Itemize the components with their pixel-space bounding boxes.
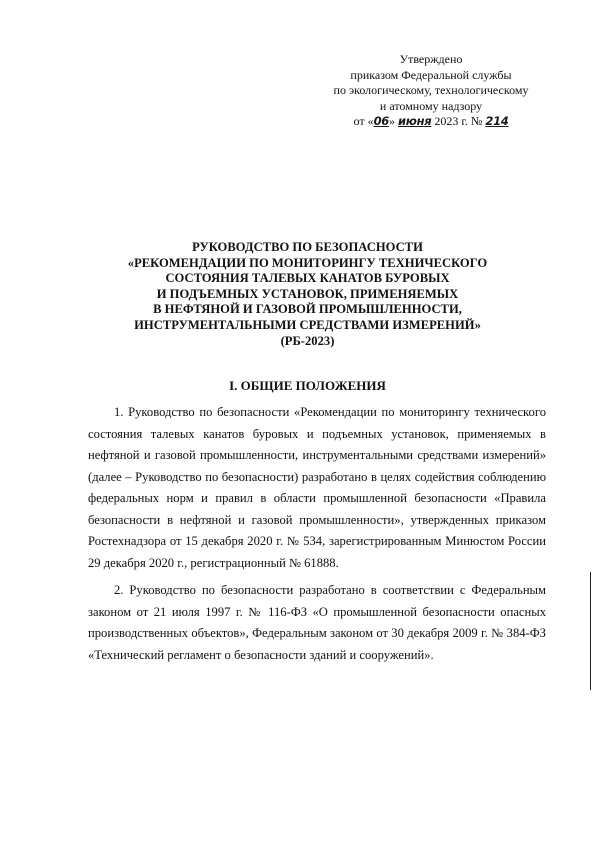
approval-date-day: 06 <box>373 114 389 128</box>
paragraph-2: 2. Руководство по безопасности разработано в соответствии с Федеральным законом от 21 июля 1997 г. № 116-ФЗ «О промышленной безопасности опасных производственных объектов», Федеральным законом от 30 декабря 2009 г. № 384-ФЗ «Технический регламент о безопасности зданий и сооружений». <box>88 583 546 662</box>
approval-stamp <box>306 52 556 130</box>
approval-line-3: по экологическому, технологическому <box>333 83 529 97</box>
approval-line-2: приказом Федеральной службы <box>350 67 512 82</box>
approval-date-prefix: от « <box>353 114 374 128</box>
approval-date-line <box>306 114 556 130</box>
title-line-2: «РЕКОМЕНДАЦИИ ПО МОНИТОРИНГУ ТЕХНИЧЕСКОГО <box>127 255 488 270</box>
title-line-4: И ПОДЪЕМНЫХ УСТАНОВОК, ПРИМЕНЯЕМЫХ <box>156 286 459 301</box>
section-heading: I. ОБЩИЕ ПОЛОЖЕНИЯ <box>229 378 386 393</box>
document-title <box>60 240 555 349</box>
title-line-5: В НЕФТЯНОЙ И ГАЗОВОЙ ПРОМЫШЛЕННОСТИ, <box>153 302 462 317</box>
section-body <box>88 402 546 672</box>
approval-line-1: Утверждено <box>399 52 463 66</box>
title-line-3: СОСТОЯНИЯ ТАЛЕВЫХ КАНАТОВ БУРОВЫХ <box>165 271 450 286</box>
approval-date-month: июня <box>397 114 432 128</box>
approval-date-year: 2023 г. № <box>431 114 486 128</box>
approval-line-4: и атомному надзору <box>379 98 483 113</box>
scan-edge-mark <box>590 572 591 690</box>
title-code: (РБ-2023) <box>280 333 335 348</box>
title-line-6: ИНСТРУМЕНТАЛЬНЫМИ СРЕДСТВАМИ ИЗМЕРЕНИЙ» <box>134 317 481 332</box>
approval-date-mid: » <box>388 114 398 128</box>
approval-order-number: 214 <box>485 114 509 128</box>
title-line-1: РУКОВОДСТВО ПО БЕЗОПАСНОСТИ <box>192 240 423 254</box>
paragraph-1: 1. Руководство по безопасности «Рекомендации по мониторингу технического состояния талевых канатов буровых и подъемных установок, применяемых в нефтяной и газовой промышленности, инструментальными средствами измерений» (далее – Руководство по безопасности) разработано в целях содействия соблюдению федеральных норм и правил в области промышленной безопасности «Правила безопасности в нефтяной и газовой промышленности», утвержденных приказом Ростехнадзора от 15 декабря 2020 г. № 534, зарегистрированным Минюстом России 29 декабря 2020 г., регистрационный № 61888. <box>88 405 546 570</box>
